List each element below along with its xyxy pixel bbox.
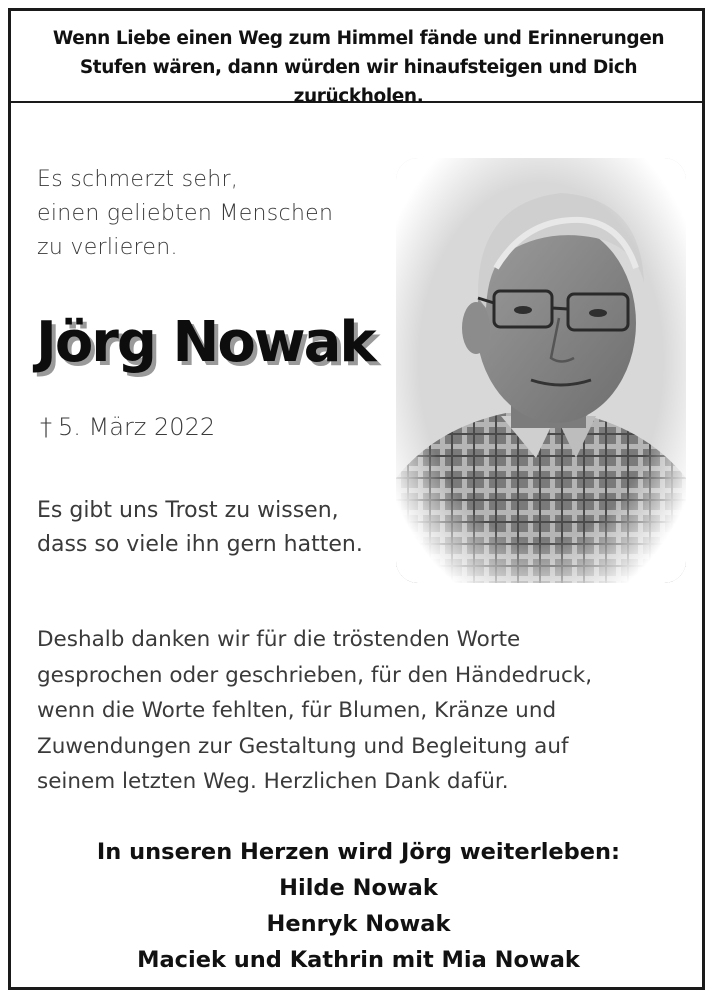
portrait-photo (396, 158, 686, 583)
comfort-line: Es gibt uns Trost zu wissen, (37, 498, 339, 523)
motto-line: Stufen wären, dann würden wir hinaufsteigen und Dich zurückholen. (79, 57, 638, 107)
intro-line: zu verlieren. (37, 235, 178, 260)
motto-quote (14, 24, 703, 111)
signature-heading: In unseren Herzen wird Jörg weiterleben: (96, 839, 621, 865)
cross-icon: † (40, 413, 52, 441)
motto-line: Wenn Liebe einen Weg zum Himmel fände und Erinnerungen (52, 28, 665, 49)
thanks-line: Deshalb danken wir für die tröstenden Worte (37, 627, 521, 652)
thanks-line: seinem letzten Weg. Herzlichen Dank dafür. (37, 769, 509, 794)
mourner-name: Hilde Nowak (279, 875, 438, 901)
intro-line: einen geliebten Menschen (37, 201, 334, 226)
mourner-name: Henryk Nowak (266, 911, 451, 937)
deceased-name: Jörg Nowak (36, 310, 375, 375)
death-date-line (40, 413, 215, 441)
thanks-line: wenn die Worte fehlten, für Blumen, Kränze und (37, 698, 557, 723)
mourner-name: Maciek und Kathrin mit Mia Nowak (137, 947, 580, 973)
comfort-line: dass so viele ihn gern hatten. (37, 532, 363, 557)
thanks-line: gesprochen oder geschrieben, für den Händedruck, (37, 662, 593, 688)
intro-text (37, 163, 397, 265)
thanks-text (37, 622, 682, 800)
signature-block (14, 834, 703, 978)
thanks-line: Zuwendungen zur Gestaltung und Begleitung auf (37, 733, 569, 759)
comfort-text (37, 494, 407, 562)
intro-line: Es schmerzt sehr, (37, 167, 239, 192)
portrait-illustration (396, 158, 686, 583)
death-date: 5. März 2022 (58, 413, 216, 441)
